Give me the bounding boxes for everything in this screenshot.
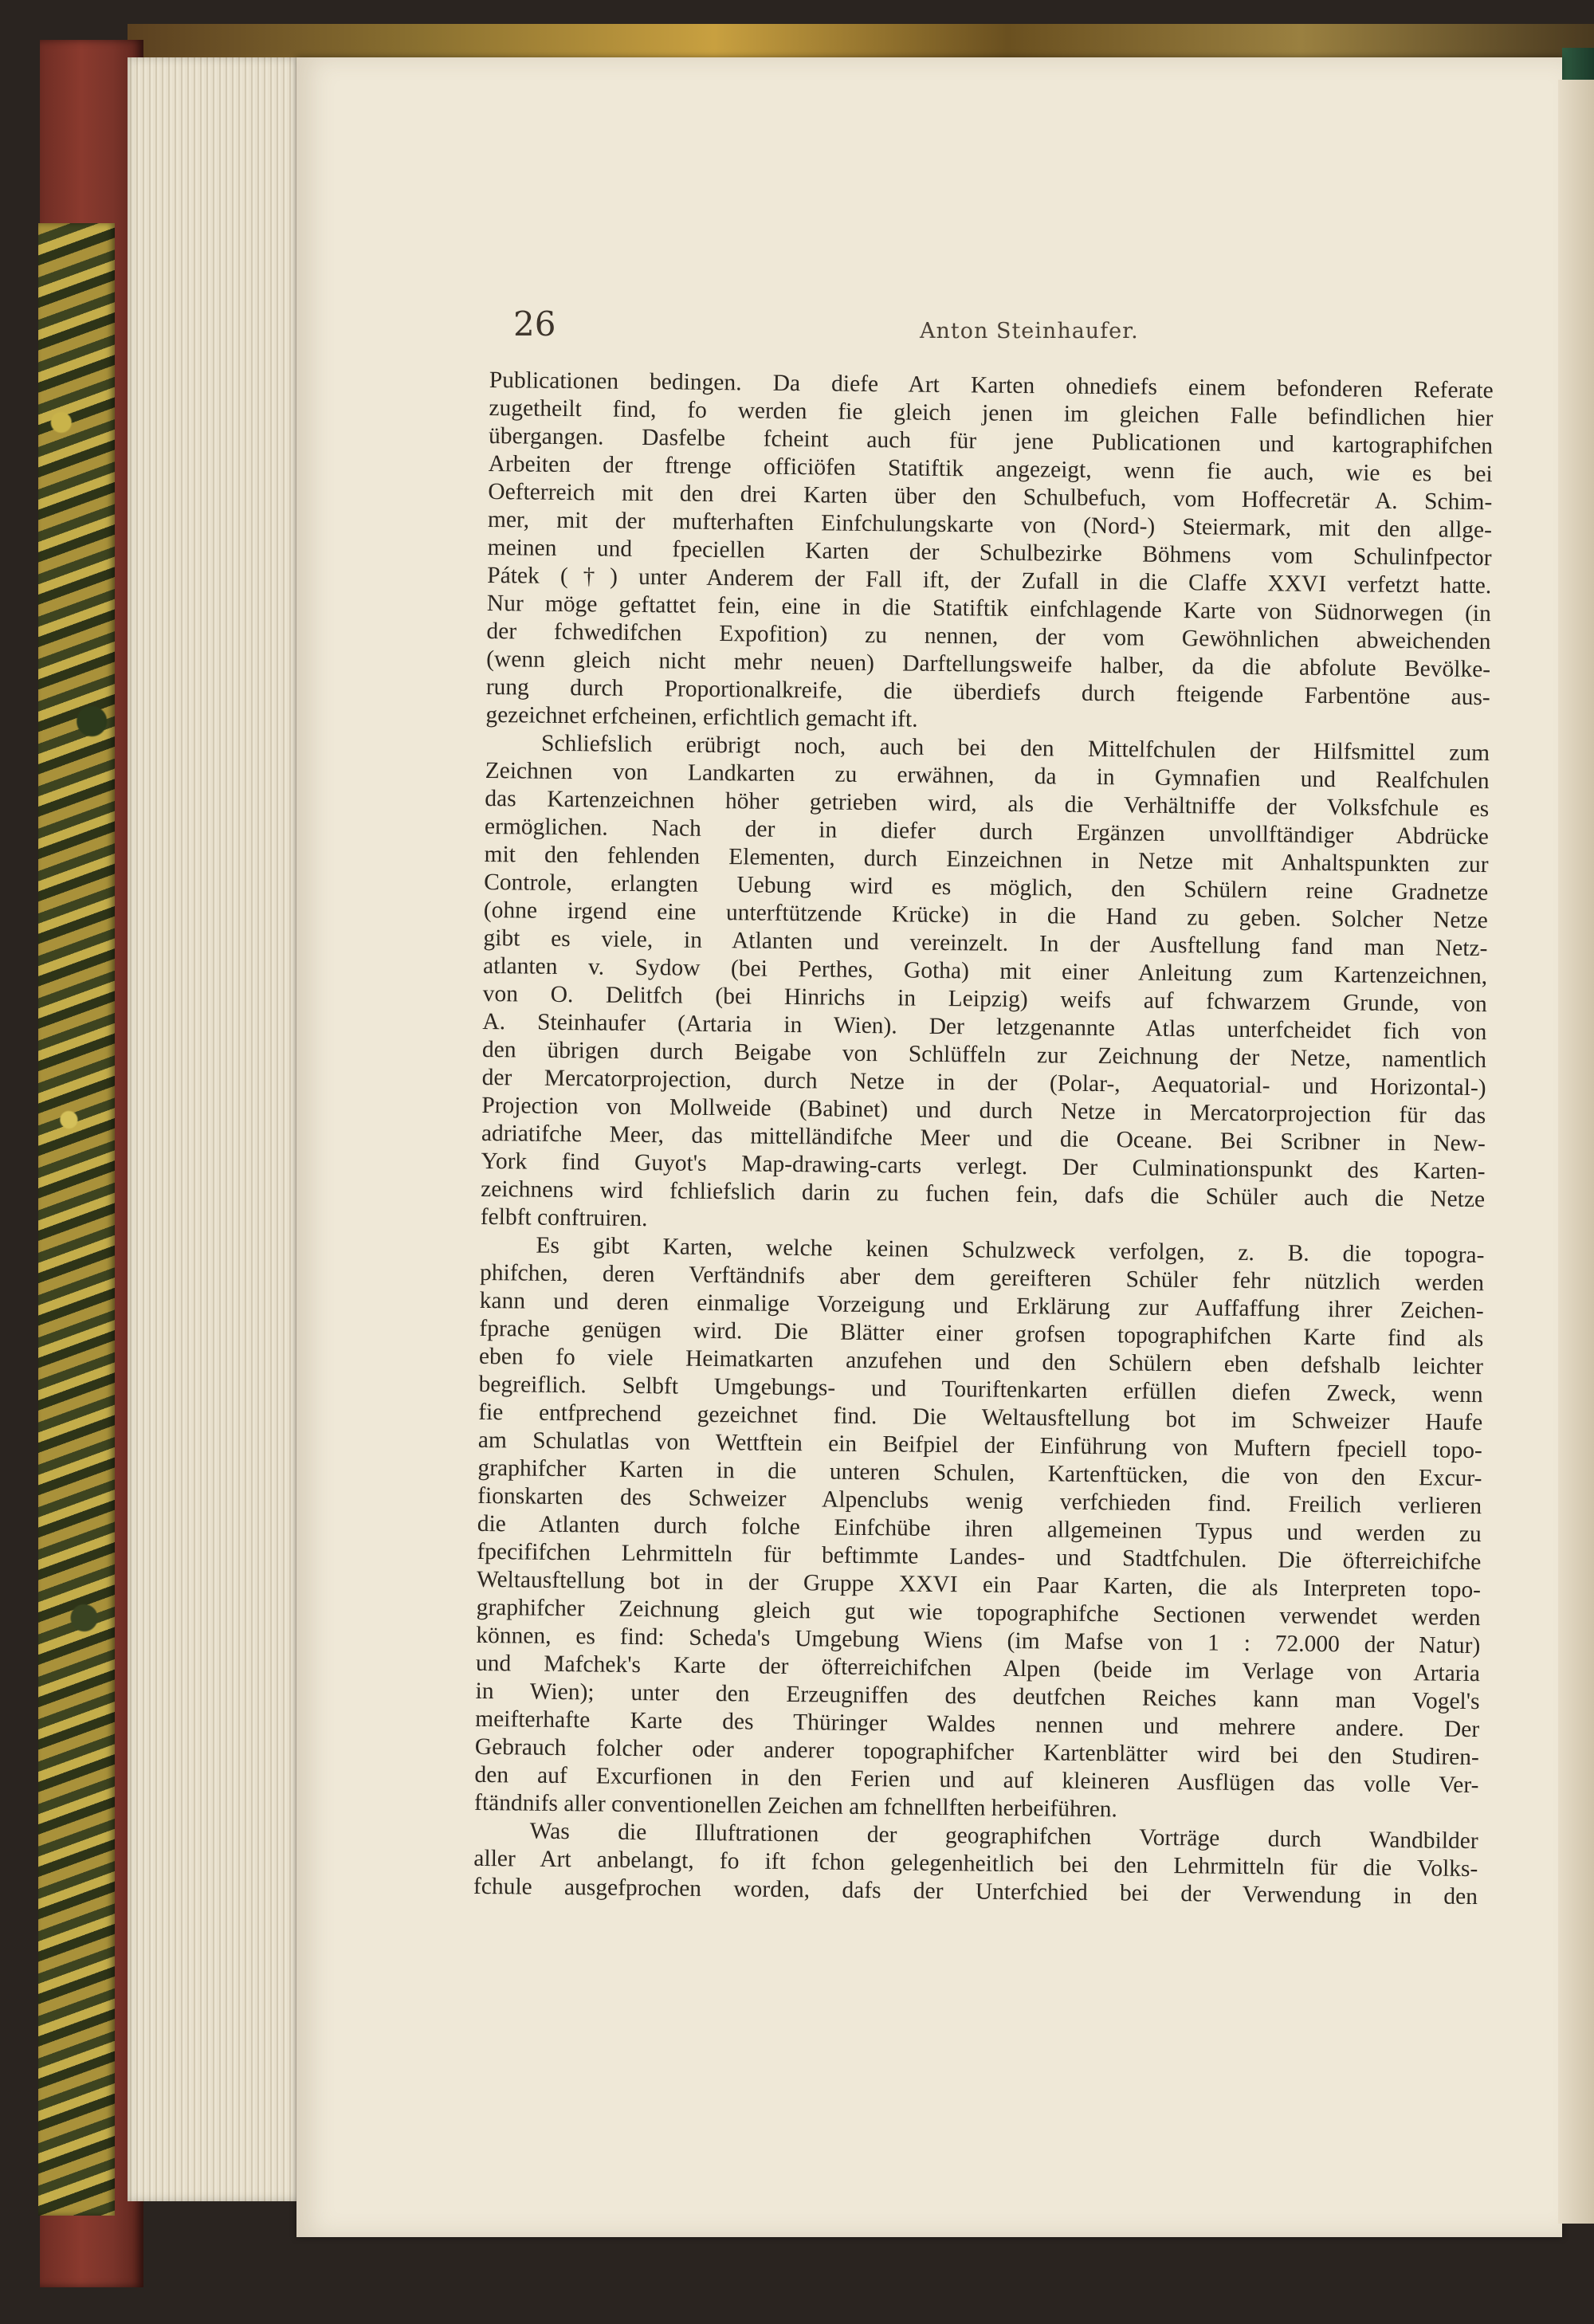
text-line: Nur möge geftattet fein, eine in die Statiftik einfchlagende Karte von Südnorwegen (in xyxy=(486,590,1491,627)
text-line: Schliefslich erübrigt noch, auch bei den Mittelfchulen der Hilfsmittel zum xyxy=(540,730,1490,767)
text-line: übergangen. Dasfelbe fcheint auch für jene Publicationen und kartographifchen xyxy=(488,422,1494,460)
text-line: mer, mit der mufterhaften Einfchulungskarte von (Nord-) Steiermark, mit den allge- xyxy=(487,506,1493,544)
text-line: ftändnifs aller conventionellen Zeichen am fchnellften herbeiführen. xyxy=(473,1789,1118,1823)
running-title: Anton Steinhaufer. xyxy=(920,319,1139,343)
text-line: aller Art anbelangt, fo ift fchon gelegenheitlich bei den Lehrmitteln für die Volks- xyxy=(473,1845,1478,1882)
page-number: 26 xyxy=(513,304,556,343)
text-line: fionskarten des Schweizer Alpenclubs wenig verfchieden find. Freilich verlieren xyxy=(477,1482,1482,1520)
text-line: den übrigen durch Beigabe von Schlüffeln zur Zeichnung der Netze, namentlich xyxy=(481,1036,1487,1074)
text-line: der fchwedifchen Expofition) zu nennen, der vom Gewöhnlichen abweichenden xyxy=(486,618,1491,655)
text-line: atlanten v. Sydow (bei Perthes, Gotha) mit einer Anleitung zum Kartenzeichnen, xyxy=(482,952,1488,990)
text-line: felbft conftruiren. xyxy=(480,1203,648,1232)
text-line: Gebrauch folcher oder anderer topographifcher Kartenblätter wird bei den Studiren- xyxy=(474,1733,1479,1771)
text-line: das Kartenzeichnen höher getrieben wird, als die Verhältniffe der Volksfchule es xyxy=(485,785,1490,822)
text-line: Zeichnen von Landkarten zu erwähnen, da in Gymnafien und Realfchulen xyxy=(485,757,1490,795)
text-line: und Mafchek's Karte der öfterreichifchen Alpen (beide im Verlage von Artaria xyxy=(475,1650,1481,1687)
text-line: meinen und fpeciellen Karten der Schulbezirke Böhmens vom Schulinfpector xyxy=(487,534,1492,571)
text-line: Es gibt Karten, welche keinen Schulzweck verfolgen, z. B. die topogra- xyxy=(536,1232,1485,1269)
text-line: Controle, erlangten Uebung wird es möglich, den Schülern reine Gradnetze xyxy=(484,869,1489,906)
text-line: ermöglichen. Nach der in diefer durch Ergänzen unvollftändiger Abdrücke xyxy=(484,813,1490,850)
text-line: fchule ausgefprochen worden, dafs der Unterfchied bei der Verwendung in den xyxy=(473,1873,1478,1910)
text-line: zugetheilt find, fo werden fie gleich jenen im gleichen Falle befindlichen hier xyxy=(489,395,1494,432)
marbled-edge xyxy=(38,223,115,2216)
text-line: Publicationen bedingen. Da diefe Art Karten ohnediefs einem befonderen Referate xyxy=(489,367,1494,404)
text-line: fpecififchen Lehrmitteln für beftimmte Landes- und Stadtfchulen. Die öfterreichifche xyxy=(477,1538,1482,1576)
text-line: von O. Delitfch (bei Hinrichs in Leipzig) weifs auf fchwarzem Grunde, von xyxy=(482,980,1487,1018)
text-line: gezeichnet erfcheinen, erfichtlich gemacht ift. xyxy=(485,701,918,732)
text-line: mit den fehlenden Elementen, durch Einzeichnen in Netze mit Anhaltspunkten zur xyxy=(484,841,1489,878)
body-text xyxy=(471,367,1494,2130)
text-line: begreiflich. Selbft Umgebungs- und Touriftenkarten erfüllen diefen Zweck, wenn xyxy=(478,1371,1483,1408)
text-line: York find Guyot's Map-drawing-carts verlegt. Der Culminationspunkt des Karten- xyxy=(481,1148,1486,1185)
text-line: phifchen, deren Verftändnifs aber dem gereifteren Schüler fehr nützlich werden xyxy=(479,1259,1485,1297)
text-line: den auf Excurfionen in den Ferien und auf kleineren Ausflügen das volle Ver- xyxy=(474,1761,1479,1799)
text-line: graphifcher Zeichnung gleich gut wie topographifche Sectionen verwendet werden xyxy=(476,1594,1481,1631)
text-line: graphifcher Karten in die unteren Schulen, Kartenftücken, die von den Excur- xyxy=(477,1454,1482,1492)
text-line: Projection von Mollweide (Babinet) und durch Netze in Mercatorprojection für das xyxy=(481,1092,1486,1129)
text-line: Weltausftellung bot in der Gruppe XXVI ein Paar Karten, die als Interpreten topo- xyxy=(476,1566,1482,1604)
text-line: rung durch Proportionalkreife, die überdiefs durch fteigende Farbentöne aus- xyxy=(485,673,1490,711)
text-line: in Wien); unter den Erzeugniffen des deutfchen Reiches kann man Vogel's xyxy=(475,1678,1480,1715)
text-line: die Atlanten durch folche Einfchübe ihren allgemeinen Typus und werden zu xyxy=(477,1510,1482,1548)
text-line: zeichnens wird fchliefslich darin zu fuchen fein, dafs die Schüler auch die Netze xyxy=(481,1176,1486,1213)
text-line: (wenn gleich nicht mehr neuen) Darftellungsweife halber, da die abfolute Bevölke- xyxy=(485,646,1491,683)
text-line: fprache genügen wird. Die Blätter einer grofsen topographifchen Karte find als xyxy=(479,1315,1484,1352)
text-line: können, es find: Scheda's Umgebung Wiens (im Mafse von 1 : 72.000 der Natur) xyxy=(476,1622,1481,1659)
text-line: (ohne irgend eine unterftützende Krücke) in die Hand zu geben. Solcher Netze xyxy=(483,897,1488,934)
facing-page-edge xyxy=(1558,80,1594,2224)
text-line: Arbeiten der ftrenge officiöfen Statiftik angezeigt, wenn fie auch, wie es bei xyxy=(488,450,1493,488)
text-line: Oefterreich mit den drei Karten über den Schulbefuch, vom Hoffecretär A. Schim- xyxy=(488,478,1493,516)
text-line: gibt es viele, in Atlanten und vereinzelt. In der Ausftellung fand man Netz- xyxy=(483,924,1488,962)
text-line: kann und deren einmalige Vorzeigung und Erklärung zur Auffaffung ihrer Zeichen- xyxy=(479,1287,1484,1325)
text-line: Was die Illuftrationen der geographifchen Vorträge durch Wandbilder xyxy=(529,1818,1478,1855)
text-line: der Mercatorprojection, durch Netze in der (Polar-, Aequatorial- und Horizontal-) xyxy=(481,1064,1486,1101)
page-stack-edge xyxy=(128,57,303,2201)
running-head xyxy=(513,304,1502,352)
text-line: eben fo viele Heimatkarten anzufehen und den Schülern eben defshalb leichter xyxy=(478,1343,1484,1380)
text-line: adriatifche Meer, das mittelländifche Meer und die Oceane. Bei Scribner in New- xyxy=(481,1120,1486,1157)
text-line: meifterhafte Karte des Thüringer Waldes nennen und mehrere andere. Der xyxy=(475,1706,1480,1743)
text-line: fie entfprechend gezeichnet find. Die Weltausftellung bot im Schweizer Haufe xyxy=(478,1399,1483,1436)
text-line: A. Steinhaufer (Artaria in Wien). Der letzgenannte Atlas unterfcheidet fich von xyxy=(482,1008,1487,1046)
text-line: am Schulatlas von Wettftein ein Beifpiel der Einführung von Muftern fpeciell topo- xyxy=(477,1427,1482,1464)
text-line: Pátek (†) unter Anderem der Fall ift, der Zufall in die Claffe XXVI verfetzt hatte. xyxy=(487,562,1492,599)
